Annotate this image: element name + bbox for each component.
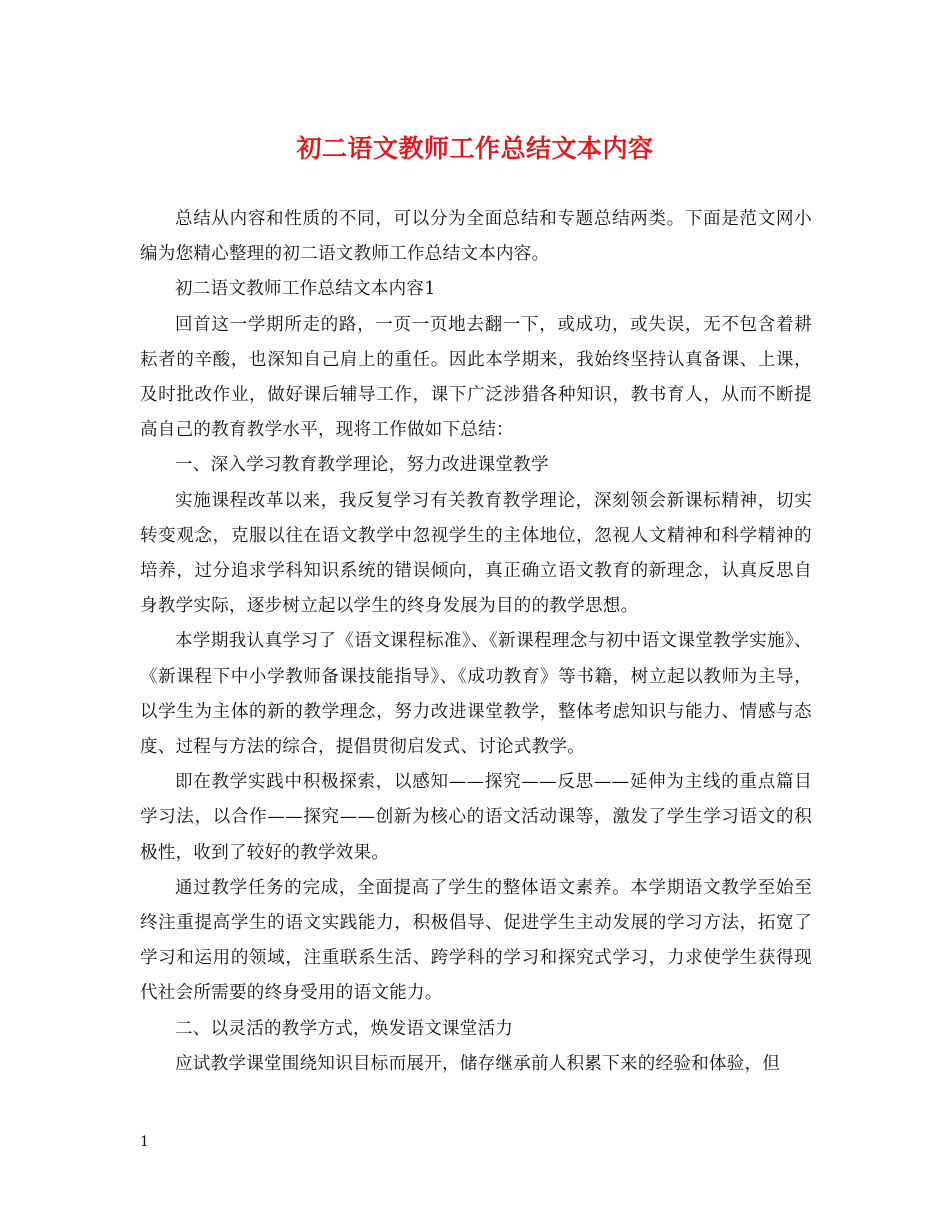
paragraph-exam-teaching: 应试教学课堂围绕知识目标而展开，储存继承前人积累下来的经验和体验，但 [175, 1053, 781, 1074]
document-title: 初二语文教师工作总结文本内容 [296, 134, 654, 163]
document-body [140, 202, 812, 1082]
paragraph-literacy: 通过教学任务的完成，全面提高了学生的整体语文素养。本学期语文教学至始至终注重提高学生的语文实践能力，积极倡导、促进学生主动发展的学习方法，拓宽了学习和运用的领域，注重联系生活、跨学科的学习和探究式学习，力求使学生获得现代社会所需要的终身受用的语文能力。 [140, 877, 812, 1004]
subheading-one: 一、深入学习教育教学理论，努力改进课堂教学 [175, 455, 549, 476]
paragraph-reform: 实施课程改革以来，我反复学习有关教育教学理论，深刻领会新课标精神，切实转变观念，克服以往在语文教学中忽视学生的主体地位，忽视人文精神和科学精神的培养，过分追求学科知识系统的错误倾向，真正确立语文教育的新理念，认真反思自身教学实际，逐步树立起以学生的终身发展为目的的教学思想。 [140, 490, 812, 617]
page-number: 1 [140, 1134, 149, 1150]
paragraph-review: 回首这一学期所走的路，一页一页地去翻一下，或成功，或失误，无不包含着耕耘者的辛酸，也深知自己肩上的重任。因此本学期来，我始终坚持认真备课、上课，及时批改作业，做好课后辅导工作，课下广泛涉猎各种知识，教书育人，从而不断提高自己的教育教学水平，现将工作做如下总结： [140, 314, 812, 441]
paragraph-practice: 即在教学实践中积极探索，以感知——探究——反思——延伸为主线的重点篇目学习法，以合作——探究——创新为核心的语文活动课等，激发了学生学习语文的积极性，收到了较好的教学效果。 [140, 772, 812, 863]
paragraph-intro: 总结从内容和性质的不同，可以分为全面总结和专题总结两类。下面是范文网小编为您精心整理的初二语文教师工作总结文本内容。 [140, 209, 812, 265]
paragraph-books: 本学期我认真学习了《语文课程标准》、《新课程理念与初中语文课堂教学实施》、《新课程下中小学教师备课技能指导》、《成功教育》等书籍，树立起以教师为主导，以学生为主体的新的教学理念，努力改进课堂教学，整体考虑知识与能力、情感与态度、过程与方法的综合，提倡贯彻启发式、讨论式教学。 [140, 631, 812, 758]
section-heading-1: 初二语文教师工作总结文本内容1 [175, 279, 436, 300]
subheading-two: 二、以灵活的教学方式，焕发语文课堂活力 [175, 1018, 514, 1039]
